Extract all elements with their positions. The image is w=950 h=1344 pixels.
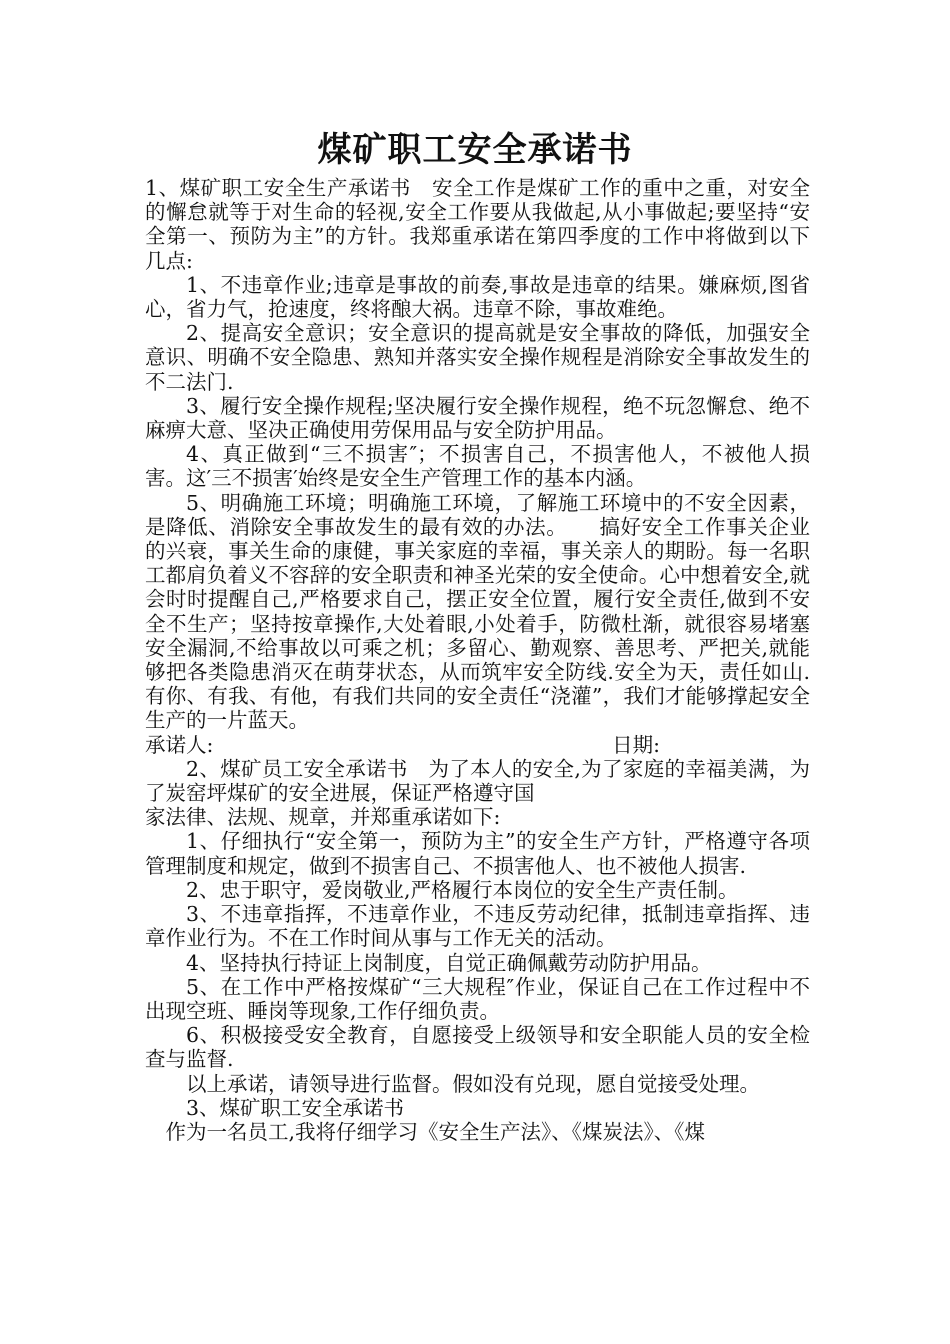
- signature-line: [145, 733, 810, 757]
- section2-intro-cont: 家法律、法规、规章，并郑重承诺如下:: [145, 805, 501, 830]
- section2-item-6: 6、积极接受安全教育，自愿接受上级领导和安全职能人员的安全检查与监督.: [145, 1023, 810, 1072]
- document-title: 煤矿职工安全承诺书: [317, 130, 633, 170]
- commitment-item-4: 4、真正做到“三不损害″；不损害自己，不损害他人，不被他人损害。这′三不损害′始终是安全生产管理工作的基本内涵。: [145, 442, 810, 491]
- commitment-item-3: 3、履行安全操作规程;坚决履行安全操作规程，绝不玩忽懈怠、绝不麻痹大意、坚决正确使用劳保用品与安全防护用品。: [145, 393, 810, 443]
- section2-item-3: 3、不违章指挥，不违章作业，不违反劳动纪律，抵制违章指挥、违章作业行为。不在工作时间从事与工作无关的活动。: [145, 902, 810, 951]
- intro-paragraph: 1、煤矿职工安全生产承诺书 安全工作是煤矿工作的重中之重，对安全的懈怠就等于对生命的轻视,安全工作要从我做起,从小事做起;要坚持“安全第一、预防为主”的方针。我郑重承诺在第四季度的工作中将做到以下几点:: [145, 176, 810, 273]
- commitment-item-5: 5、明确施工环境；明确施工环境，了解施工环境中的不安全因素，是降低、消除安全事故发生的最有效的办法。 搞好安全工作事关企业的兴衰，事关生命的康健，事关家庭的幸福，事关亲人的期盼。每一名职工都肩负着义不容辞的安全职责和神圣光荣的安全使命。心中想着安全,就会时时提醒自己,严格要求自己，摆正安全位置，履行安全责任,做到不安全不生产；坚持按章操作,大处着眼,小处着手，防微杜渐，就很容易堵塞安全漏洞,不给事故以可乘之机；多留心、勤观察、善思考、严把关,就能够把各类隐患消灭在萌芽状态，从而筑牢安全防线.安全为天，责任如山.有你、有我、有他，有我们共同的安全责任“浇灌”，我们才能够撑起安全生产的一片蓝天。: [145, 490, 810, 733]
- section3-heading: 3、煤矿职工安全承诺书: [186, 1095, 405, 1120]
- document-body: [145, 176, 810, 1144]
- section2-item-4: 4、坚持执行持证上岗制度，自觉正确佩戴劳动防护用品。: [186, 950, 712, 975]
- section2-closing: 以上承诺，请领导进行监督。假如没有兑现，愿自觉接受处理。: [186, 1071, 760, 1096]
- commitment-item-1: 1、不违章作业;违章是事故的前奏,事故是违章的结果。嫌麻烦,图省心，省力气，抢速度，终将酿大祸。违章不除，事故难绝。: [145, 272, 810, 322]
- section2-item-1: 1、仔细执行“安全第一，预防为主”的安全生产方针，严格遵守各项管理制度和规定，做到不损害自己、不损害他人、也不被他人损害.: [145, 829, 810, 878]
- section3-text: 作为一名员工,我将仔细学习《安全生产法》、《煤炭法》、《煤: [165, 1119, 706, 1144]
- section2-item-2: 2、忠于职守，爱岗敬业,严格履行本岗位的安全生产责任制。: [186, 877, 739, 902]
- section2-intro: 2、煤矿员工安全承诺书 为了本人的安全,为了家庭的幸福美满，为了炭窑坪煤矿的安全进展，保证严格遵守国: [145, 756, 810, 806]
- section2-item-5: 5、在工作中严格按煤矿“三大规程″作业，保证自己在工作过程中不出现空班、睡岗等现象,工作仔细负责。: [145, 974, 810, 1023]
- commitment-item-2: 2、提高安全意识；安全意识的提高就是安全事故的降低，加强安全意识、明确不安全隐患、熟知并落实安全操作规程是消除安全事故发生的不二法门.: [145, 321, 810, 394]
- date-label: 日期:: [612, 732, 660, 757]
- promisor-label: 承诺人:: [145, 732, 214, 757]
